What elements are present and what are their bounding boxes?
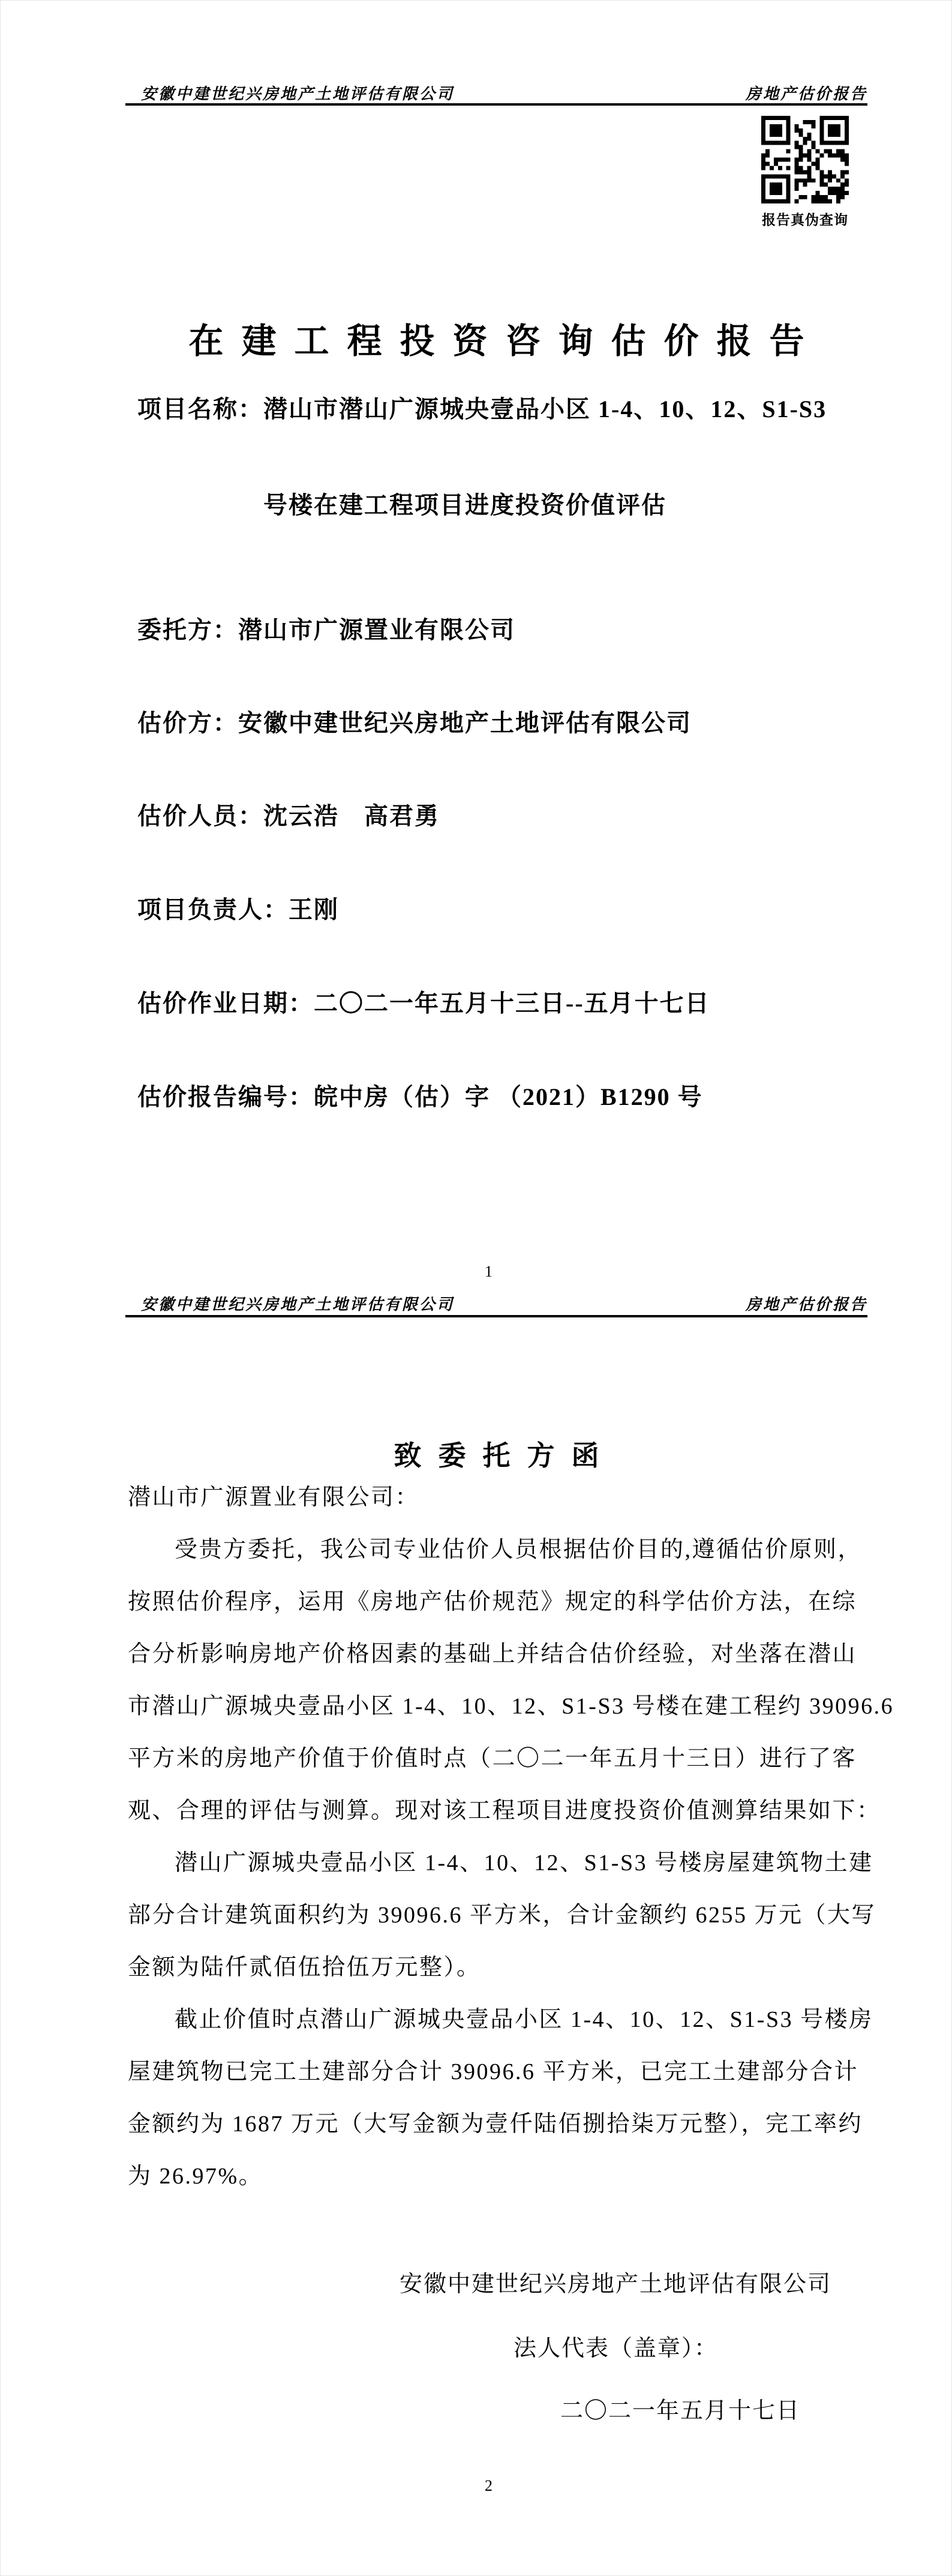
field-work-dates: 估价作业日期：二〇二一年五月十三日--五月十七日 [137, 990, 710, 1017]
header-rule [125, 1315, 867, 1317]
body-line: 按照估价程序，运用《房地产估价规范》规定的科学估价方法，在综 [128, 1589, 857, 1615]
body-line: 为 26.97%。 [128, 2164, 263, 2189]
header-rule [125, 103, 867, 106]
header-company-name: 安徽中建世纪兴房地产土地评估有限公司 [141, 1296, 455, 1313]
field-appraisers: 估价人员：沈云浩 高君勇 [137, 802, 440, 829]
field-appraiser-firm: 估价方：安徽中建世纪兴房地产土地评估有限公司 [137, 709, 692, 736]
page1-header [125, 83, 867, 104]
body-line: 部分合计建筑面积约为 39096.6 平方米，合计金额约 6255 万元（大写 [128, 1903, 876, 1928]
letter-title: 致委托方函 [394, 1440, 616, 1472]
report-title: 在建工程投资咨询估价报告 [188, 321, 822, 361]
body-line: 屋建筑物已完工土建部分合计 39096.6 平方米，已完工土建部分合计 [128, 2059, 859, 2084]
page2-number: 2 [485, 2477, 492, 2494]
signature-date: 二〇二一年五月十七日 [560, 2398, 801, 2424]
body-line: 平方米的房地产价值于价值时点（二〇二一年五月十三日）进行了客 [128, 1746, 857, 1771]
signature-legal-rep: 法人代表（盖章）： [513, 2336, 719, 2361]
page1-number: 1 [485, 1263, 492, 1280]
field-project-name-line2: 号楼在建工程项目进度投资价值评估 [263, 492, 666, 519]
body-line: 截止价值时点潜山广源城央壹品小区 1-4、10、12、S1-S3 号楼房 [175, 2007, 873, 2032]
body-line: 合分析影响房地产价格因素的基础上并结合估价经验，对坐落在潜山 [128, 1642, 857, 1667]
signature-company: 安徽中建世纪兴房地产土地评估有限公司 [400, 2272, 832, 2297]
qr-block [761, 116, 849, 229]
header-report-type: 房地产估价报告 [745, 1296, 867, 1313]
letter-body [128, 1472, 894, 2203]
page2-header [125, 1294, 867, 1314]
body-line: 受贵方委托，我公司专业估价人员根据估价目的,遵循估价原则， [175, 1537, 863, 1562]
body-line: 金额约为 1687 万元（大写金额为壹仟陆佰捌拾柒万元整），完工率约 [128, 2111, 863, 2137]
header-report-type: 房地产估价报告 [745, 85, 867, 103]
salutation: 潜山市广源置业有限公司： [128, 1485, 420, 1510]
body-line: 金额为陆仟贰佰伍拾伍万元整）。 [128, 1955, 481, 1980]
qr-code [761, 116, 849, 203]
field-report-number: 估价报告编号：皖中房（估）字 （2021）B1290 号 [137, 1083, 703, 1110]
field-project-lead: 项目负责人：王刚 [137, 896, 339, 923]
qr-caption: 报告真伪查询 [762, 212, 848, 227]
body-line: 市潜山广源城央壹品小区 1-4、10、12、S1-S3 号楼在建工程约 39096.6 [128, 1694, 894, 1719]
header-company-name: 安徽中建世纪兴房地产土地评估有限公司 [141, 85, 455, 103]
body-line: 观、合理的评估与测算。现对该工程项目进度投资价值测算结果如下： [128, 1798, 881, 1823]
body-line: 潜山广源城央壹品小区 1-4、10、12、S1-S3 号楼房屋建筑物土建 [175, 1850, 873, 1876]
field-client: 委托方：潜山市广源置业有限公司 [137, 616, 515, 643]
field-project-name-line1: 项目名称：潜山市潜山广源城央壹品小区 1-4、10、12、S1-S3 [137, 396, 827, 423]
